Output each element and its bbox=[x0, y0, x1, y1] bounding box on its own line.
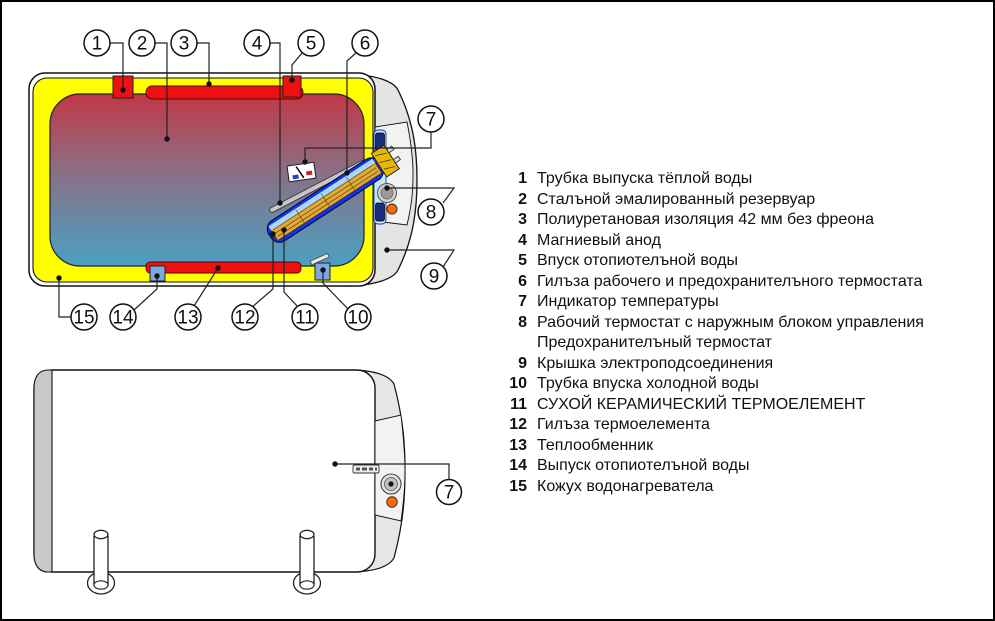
legend-num: 1 bbox=[518, 170, 527, 187]
thermostat-knob-exterior bbox=[381, 474, 401, 494]
svg-text:7: 7 bbox=[425, 109, 437, 131]
heat-exchanger-bottom bbox=[146, 262, 301, 273]
callout-6 bbox=[352, 30, 378, 56]
legend-num bbox=[499, 333, 527, 354]
legend-item-12 bbox=[499, 415, 985, 436]
legend-item-14 bbox=[499, 456, 985, 477]
svg-text:1: 1 bbox=[91, 33, 103, 55]
legend-item-9 bbox=[499, 354, 985, 375]
legend-text: Рабочий термостат с наружным блоком управления bbox=[537, 313, 924, 331]
callout-15 bbox=[71, 304, 97, 330]
legend-item-10 bbox=[499, 374, 985, 395]
svg-text:8: 8 bbox=[425, 202, 437, 224]
svg-text:13: 13 bbox=[177, 307, 199, 329]
svg-text:9: 9 bbox=[428, 266, 440, 288]
legend-text: Гилъза термоелемента bbox=[537, 416, 710, 433]
svg-text:3: 3 bbox=[178, 33, 190, 55]
legend-text: Выпуск отопиотелъной воды bbox=[537, 457, 750, 474]
legend-text: СУХОЙ КЕРАМИЧЕСКИЙ ТЕРМОЕЛЕМЕНТ bbox=[537, 395, 866, 413]
svg-text:14: 14 bbox=[112, 307, 134, 329]
legend-text: Теплообменник bbox=[537, 436, 654, 454]
svg-text:4: 4 bbox=[251, 33, 263, 55]
legend-num: 3 bbox=[518, 211, 527, 228]
legend-item-11 bbox=[499, 395, 985, 416]
legend-item-5 bbox=[499, 251, 985, 272]
callout-7-side bbox=[437, 480, 462, 505]
legend-num: 4 bbox=[518, 231, 527, 249]
legend-num: 11 bbox=[510, 395, 527, 413]
legend-num: 9 bbox=[518, 354, 527, 372]
legend-item-13 bbox=[499, 436, 985, 457]
callout-9 bbox=[421, 263, 447, 289]
callout-8 bbox=[418, 199, 444, 225]
legend-text: Впуск отопиотелъной воды bbox=[537, 252, 739, 269]
legend-item-4 bbox=[499, 231, 985, 252]
exterior-view bbox=[34, 370, 462, 594]
legend-item-8 bbox=[499, 313, 985, 334]
legend-num: 2 bbox=[518, 190, 527, 208]
legend-num: 13 bbox=[509, 436, 527, 454]
legend-item-2 bbox=[499, 190, 985, 211]
svg-text:7: 7 bbox=[443, 482, 455, 504]
callout-1 bbox=[84, 30, 110, 56]
svg-text:10: 10 bbox=[347, 307, 369, 329]
svg-text:12: 12 bbox=[234, 307, 256, 329]
svg-text:5: 5 bbox=[305, 33, 317, 55]
callout-12 bbox=[232, 304, 258, 330]
legend-text: Крышка электроподсоединения bbox=[537, 354, 774, 372]
legend-num: 6 bbox=[518, 272, 527, 290]
legend-text: Трубка впуска холодной воды bbox=[537, 375, 759, 392]
legend-text: Гилъза рабочего и предохранителъного термостата bbox=[537, 272, 923, 290]
callout-14 bbox=[110, 304, 136, 330]
svg-text:11: 11 bbox=[295, 307, 315, 329]
legend-text: Сталъной эмалированный резервуар bbox=[537, 190, 816, 208]
legend-item-8b bbox=[499, 333, 985, 354]
callout-11 bbox=[292, 304, 318, 330]
legend-num: 12 bbox=[509, 416, 527, 433]
legend-text: Предохранителъный термостат bbox=[537, 334, 773, 351]
legend-text: Трубка выпуска тёплой воды bbox=[537, 170, 753, 187]
power-indicator-light bbox=[387, 204, 397, 214]
callout-3 bbox=[171, 30, 197, 56]
legend-num: 15 bbox=[509, 477, 527, 495]
legend-item-15 bbox=[499, 477, 985, 498]
legend bbox=[499, 169, 985, 497]
svg-text:15: 15 bbox=[73, 307, 95, 329]
callout-4 bbox=[244, 30, 270, 56]
legend-text: Кожух водонагревателa bbox=[537, 477, 714, 495]
callout-10 bbox=[345, 304, 371, 330]
legend-num: 5 bbox=[518, 252, 527, 269]
left-edge-strip bbox=[34, 370, 52, 572]
callout-13 bbox=[175, 304, 201, 330]
brand-label bbox=[353, 465, 379, 473]
temperature-indicator-icon bbox=[287, 162, 316, 182]
svg-text:6: 6 bbox=[359, 33, 371, 55]
callout-5 bbox=[298, 30, 324, 56]
svg-text:2: 2 bbox=[136, 33, 148, 55]
legend-text: Полиуретановая изоляция 42 мм без фреона bbox=[537, 211, 874, 228]
legend-text: Индикатор температуры bbox=[537, 293, 719, 310]
legend-item-7 bbox=[499, 292, 985, 313]
legend-item-3 bbox=[499, 210, 985, 231]
legend-num: 10 bbox=[509, 375, 527, 392]
tank bbox=[50, 94, 364, 266]
legend-item-6 bbox=[499, 272, 985, 293]
power-indicator-light-exterior bbox=[387, 497, 397, 507]
legend-num: 14 bbox=[509, 457, 527, 474]
cross-section-view bbox=[29, 30, 454, 330]
legend-text: Магниевый анод bbox=[537, 231, 661, 249]
legend-num: 7 bbox=[518, 293, 527, 310]
legend-item-1 bbox=[499, 169, 985, 190]
callout-2 bbox=[129, 30, 155, 56]
legend-num: 8 bbox=[518, 313, 527, 331]
callout-7 bbox=[418, 106, 444, 132]
heater-body bbox=[34, 370, 375, 572]
